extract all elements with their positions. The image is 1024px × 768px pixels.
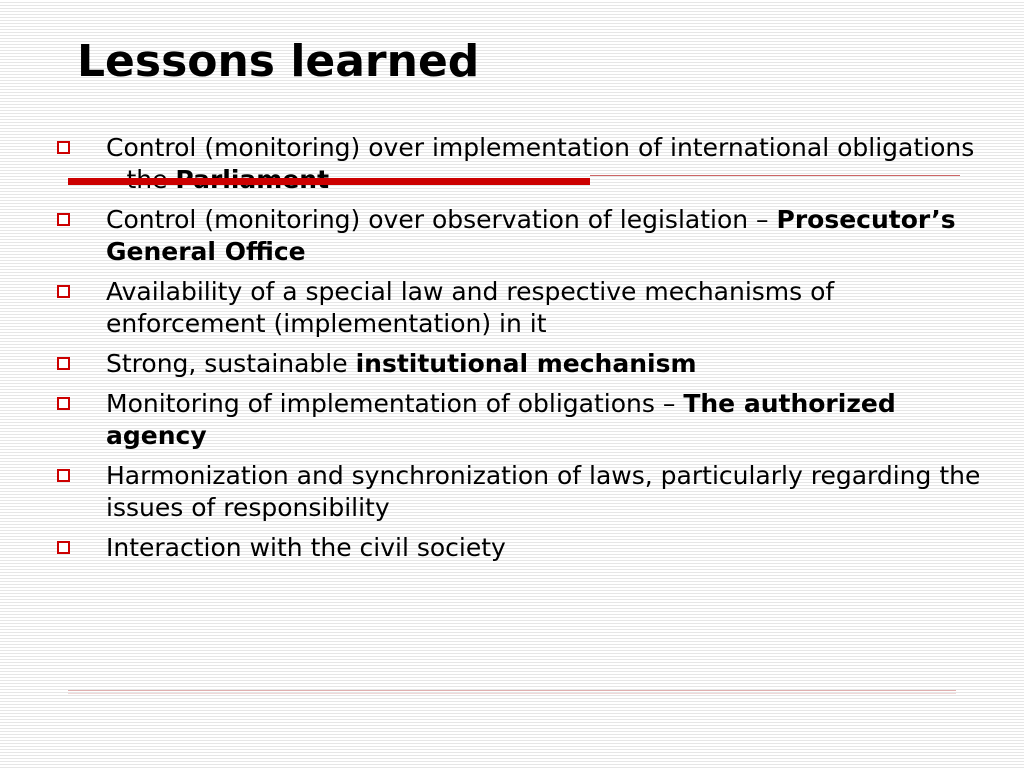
slide-title: Lessons learned	[77, 36, 480, 87]
bullet-text: Availability of a special law and respective mechanisms of enforcement (implementation) in it	[106, 277, 835, 338]
hollow-square-bullet-icon	[57, 397, 70, 410]
bullet-list	[55, 132, 985, 572]
hollow-square-bullet-icon	[57, 357, 70, 370]
bullet-text: Interaction with the civil society	[106, 533, 506, 562]
bullet-item	[55, 388, 985, 452]
bullet-emphasis: The authorized agency	[106, 389, 896, 450]
bullet-item	[55, 204, 985, 268]
bullet-item	[55, 532, 985, 564]
footer-divider	[68, 690, 956, 694]
bullet-item	[55, 132, 985, 196]
hollow-square-bullet-icon	[57, 141, 70, 154]
hollow-square-bullet-icon	[57, 213, 70, 226]
bullet-text: Strong, sustainable	[106, 349, 356, 378]
red-accent-bar	[68, 178, 590, 185]
bullet-text: Harmonization and synchronization of laws, particularly regarding the issues of responsibility	[106, 461, 981, 522]
bullet-text: Monitoring of implementation of obligations –	[106, 389, 684, 418]
hollow-square-bullet-icon	[57, 285, 70, 298]
bullet-item	[55, 276, 985, 340]
bullet-item	[55, 348, 985, 380]
bullet-emphasis: institutional mechanism	[355, 349, 697, 378]
bullet-emphasis: Prosecutor’s General Office	[106, 205, 956, 266]
hollow-square-bullet-icon	[57, 541, 70, 554]
hollow-square-bullet-icon	[57, 469, 70, 482]
bullet-text: Control (monitoring) over observation of legislation –	[106, 205, 777, 234]
bullet-item	[55, 460, 985, 524]
bullet-text: Control (monitoring) over implementation of international obligations	[106, 133, 975, 162]
